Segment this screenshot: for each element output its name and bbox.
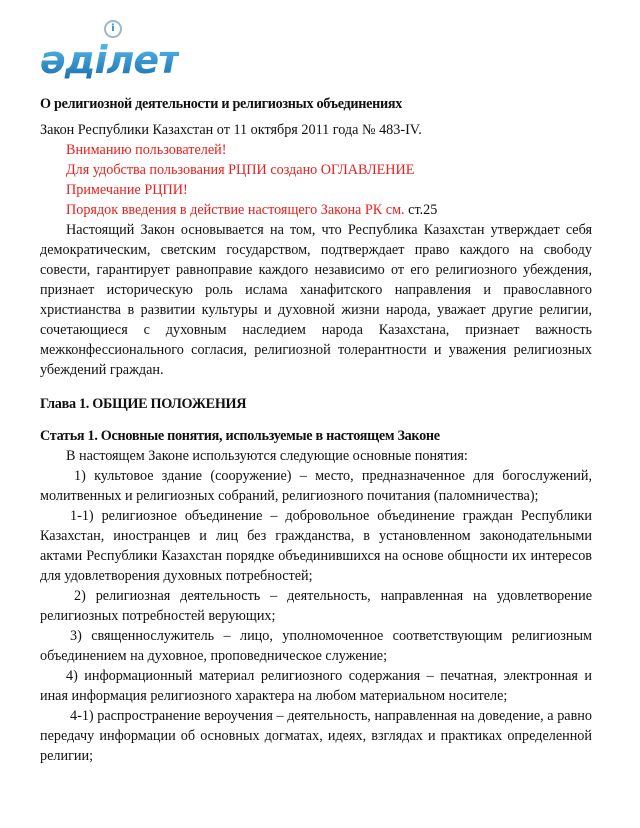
- document-body: [40, 94, 592, 766]
- notice-note[interactable]: Примечание РЦПИ!: [66, 182, 188, 198]
- definition-item: 1) культовое здание (сооружение) – место, предназначенное для богослужений, молитвенных и религиозных собраний, религиозного почитания (паломничества);: [40, 468, 592, 504]
- article-intro: В настоящем Законе используются следующие основные понятия:: [66, 448, 468, 464]
- notice-users[interactable]: Вниманию пользователей!: [66, 142, 227, 158]
- info-icon: i: [104, 20, 122, 38]
- document-title: О религиозной деятельности и религиозных объединениях: [40, 96, 403, 112]
- article-25-link[interactable]: ст.25: [408, 202, 438, 218]
- definition-item: 4) информационный материал религиозного содержания – печатная, электронная и иная информация религиозного характера на любом материальном носителе;: [40, 668, 592, 704]
- preamble: Настоящий Закон основывается на том, что Республика Казахстан утверждает себя демократическим, светским государством, подтверждает право каждого на свободу совести, гарантирует равноправие каждого независимо от его религиозного убеждения, признает историческую роль ислама ханафитского направления и православного христианства в развитии культуры и духовной жизни народа, уважает другие религии, сочетающиеся с духовным наследием народа Казахстана, признает важность межконфессионального согласия, религиозной толерантности и уважения религиозных убеждений граждан.: [40, 222, 592, 378]
- definition-item: 4-1) распространение вероучения – деятельность, направленная на доведение, а равно передачу информации об основных догматах, идеях, взглядах и практиках определенной религии;: [40, 708, 592, 764]
- definition-item: 3) священнослужитель – лицо, уполномоченное соответствующим религиозным объединением на духовное, проповедническое служение;: [40, 628, 592, 664]
- chapter-heading: Глава 1. ОБЩИЕ ПОЛОЖЕНИЯ: [40, 396, 247, 412]
- adilet-logo[interactable]: [40, 23, 180, 82]
- notice-toc-link[interactable]: Для удобства пользования РЦПИ создано ОГЛАВЛЕНИЕ: [66, 162, 415, 178]
- definition-item: 2) религиозная деятельность – деятельность, направленная на удовлетворение религиозных потребностей верующих;: [40, 588, 592, 624]
- law-reference: Закон Республики Казахстан от 11 октября 2011 года № 483-IV.: [40, 122, 422, 138]
- notice-enactment: [40, 200, 592, 220]
- logo-text: әділет: [40, 38, 180, 82]
- definition-item: 1-1) религиозное объединение – добровольное объединение граждан Республики Казахстан, иностранцев и лиц без гражданства, в установленном законодательными актами Республики Казахстан порядке объединившихся на основе общности их интересов для удовлетворения духовных потребностей;: [40, 508, 592, 584]
- article-heading: Статья 1. Основные понятия, используемые в настоящем Законе: [40, 428, 440, 444]
- notice-enactment-text[interactable]: Порядок введения в действие настоящего Закона РК см.: [66, 202, 405, 218]
